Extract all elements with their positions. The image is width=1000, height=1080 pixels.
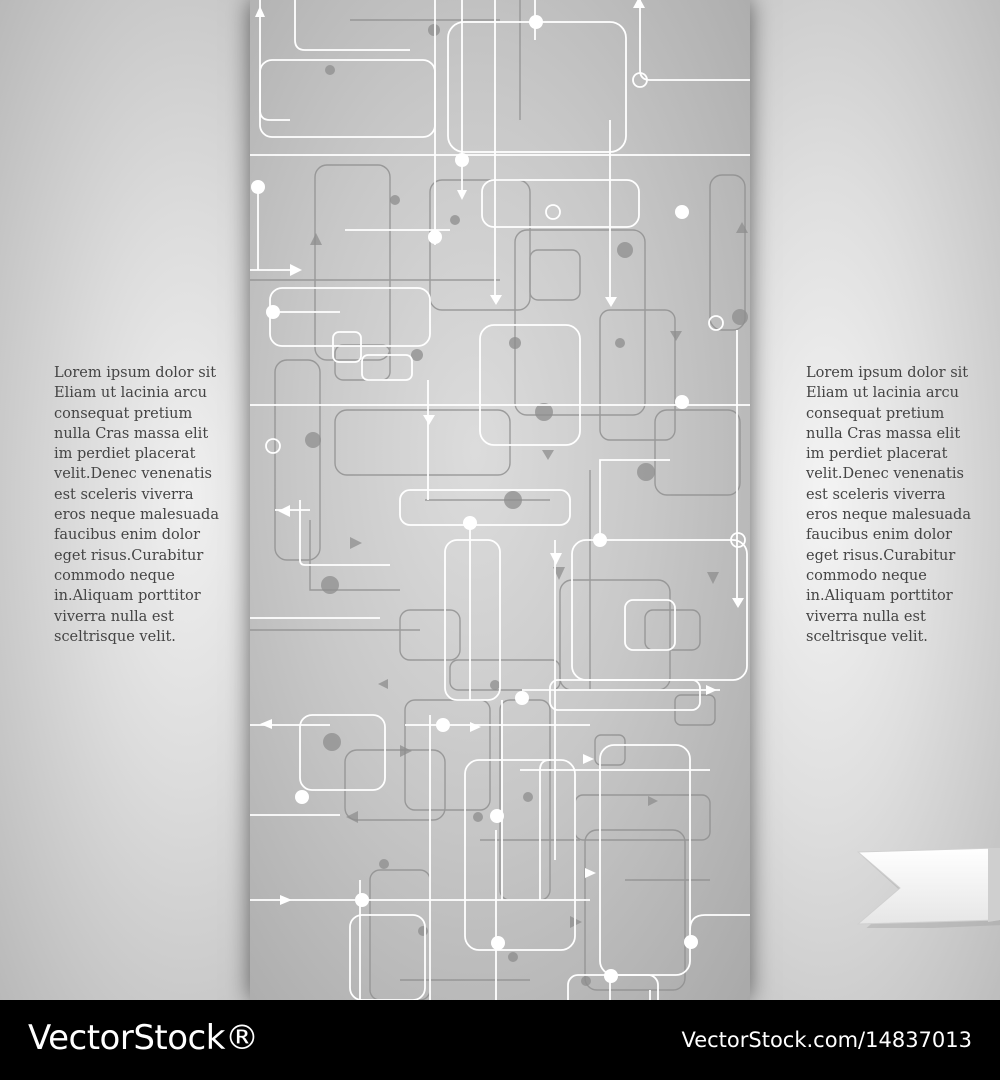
dark-traces [250, 0, 745, 1000]
circuit-panel [250, 0, 750, 1000]
vectorstock-logo: VectorStock® [28, 1018, 259, 1058]
vectorstock-image-id: VectorStock.com/14837013 [681, 1028, 972, 1052]
dark-nodes [305, 24, 748, 986]
circuit-board-pattern [250, 0, 750, 1000]
dark-arrows [310, 222, 748, 928]
ribbon-banner-icon [852, 848, 1000, 928]
light-nodes-filled [251, 15, 698, 983]
left-description-text: Lorem ipsum dolor sit Eliam ut lacinia arcu consequat pretium nulla Cras massa elit im perdiet placerat velit.Denec venenatis est sceleris viverra eros neque malesuada faucibus enim dolor eget risus.Curabitur commodo neque in.Aliquam porttitor viverra nulla est sceltrisque velit. [54, 365, 219, 645]
watermark-footer [0, 1000, 1000, 1080]
right-description-text: Lorem ipsum dolor sit Eliam ut lacinia arcu consequat pretium nulla Cras massa elit im perdiet placerat velit.Denec venenatis est sceleris viverra eros neque malesuada faucibus enim dolor eget risus.Curabitur commodo neque in.Aliquam porttitor viverra nulla est sceltrisque velit. [806, 365, 971, 645]
